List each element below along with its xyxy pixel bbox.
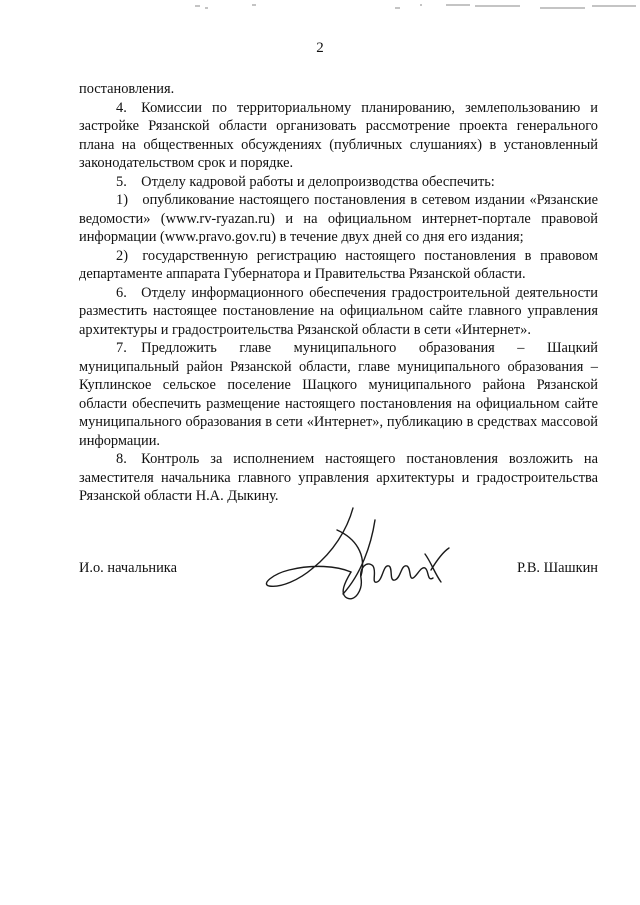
signature-block [79, 560, 598, 600]
page-number: 2 [316, 40, 324, 56]
paragraph-item-5-2: 2) государственную регистрацию настоящего постановления в правовом департаменте аппарата Губернатора и Правительства Рязанской области. [79, 247, 598, 282]
paragraph-continuation: постановления. [79, 81, 175, 97]
paragraph-item-7: 7. Предложить главе муниципального образования – Шацкий муниципальный район Рязанской области, главе муниципального образования – Куплинское сельское поселение Шацкого муниципального района Рязанской области обеспечить размещение настоящего постановления на официальном сайте муниципального образования в сети «Интернет», публикацию в средствах массовой информации. [79, 340, 598, 449]
signatory-name: Р.В. Шашкин [517, 560, 598, 576]
paragraph-item-4: 4. Комиссии по территориальному планированию, землепользованию и застройке Рязанской области организовать рассмотрение проекта генерального плана на общественных обсуждениях (публичных слушаниях) в установленный законодательством срок и порядке. [79, 99, 598, 171]
signatory-title: И.о. начальника [79, 560, 177, 576]
paragraph-item-6: 6. Отделу информационного обеспечения градостроительной деятельности разместить настоящее постановление на официальном сайте главного управления архитектуры и градостроительства Рязанской области в сети «Интернет». [79, 284, 598, 338]
document-body [79, 80, 598, 506]
paragraph-item-8: 8. Контроль за исполнением настоящего постановления возложить на заместителя начальника главного управления архитектуры и градостроительства Рязанской области Н.А. Дыкину. [79, 451, 598, 504]
paragraph-item-5: 5. Отделу кадровой работы и делопроизводства обеспечить: [116, 173, 495, 190]
scan-artifacts [0, 0, 640, 20]
paragraph-item-5-1: 1) опубликование настоящего постановления в сетевом издании «Рязанские ведомости» (www.rv-ryazan.ru) и на официальном интернет-портале правовой информации (www.pravo.gov.ru) в течение двух дней со дня его издания; [79, 192, 598, 245]
